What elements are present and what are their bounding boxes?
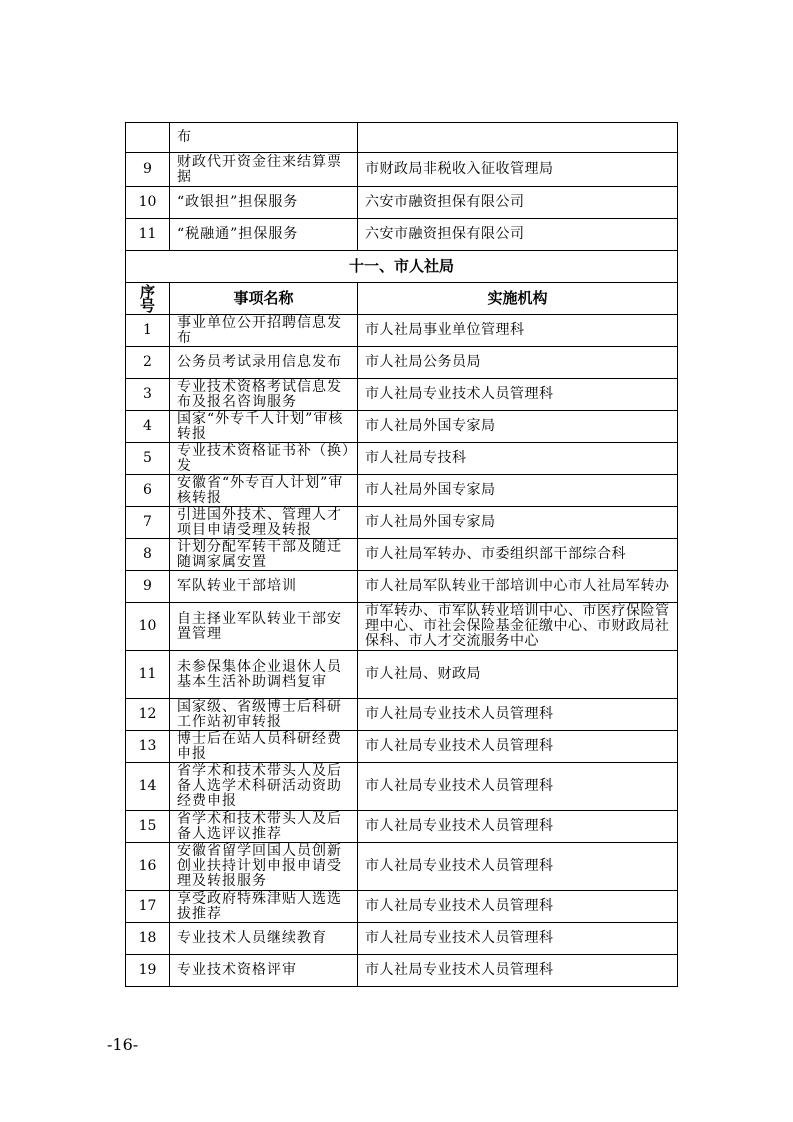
page-number: -16- xyxy=(107,1035,139,1054)
row-number: 12 xyxy=(126,699,170,731)
row-number: 11 xyxy=(126,651,170,699)
row-number: 10 xyxy=(126,187,170,219)
item-name: 国家“外专千人计划”审核转报 xyxy=(170,411,358,443)
item-name: 财政代开资金往来结算票据 xyxy=(170,153,358,187)
implementing-org: 市人社局专业技术人员管理科 xyxy=(358,811,678,843)
row-number: 2 xyxy=(126,347,170,379)
implementing-org: 市财政局非税收入征收管理局 xyxy=(358,153,678,187)
row-number: 14 xyxy=(126,763,170,811)
row-number: 9 xyxy=(126,571,170,603)
item-name: 专业技术人员继续教育 xyxy=(170,923,358,955)
table-row xyxy=(126,153,678,187)
table-row xyxy=(126,891,678,923)
implementing-org: 六安市融资担保有限公司 xyxy=(358,219,678,251)
column-header-org: 实施机构 xyxy=(358,283,678,315)
row-number: 10 xyxy=(126,603,170,651)
table-row xyxy=(126,411,678,443)
row-number: 11 xyxy=(126,219,170,251)
implementing-org: 市人社局外国专家局 xyxy=(358,411,678,443)
implementing-org: 市人社局专业技术人员管理科 xyxy=(358,379,678,411)
row-number: 15 xyxy=(126,811,170,843)
implementing-org xyxy=(358,123,678,153)
row-number: 18 xyxy=(126,923,170,955)
table-row xyxy=(126,219,678,251)
item-name: 引进国外技术、管理人才项目申请受理及转报 xyxy=(170,507,358,539)
table-row xyxy=(126,603,678,651)
item-name: “政银担”担保服务 xyxy=(170,187,358,219)
table-row xyxy=(126,187,678,219)
section-row xyxy=(126,251,678,283)
table-row xyxy=(126,123,678,153)
implementing-org: 市人社局事业单位管理科 xyxy=(358,315,678,347)
row-number: 8 xyxy=(126,539,170,571)
implementing-org: 市人社局专业技术人员管理科 xyxy=(358,699,678,731)
table-row xyxy=(126,731,678,763)
column-header-name: 事项名称 xyxy=(170,283,358,315)
row-number: 1 xyxy=(126,315,170,347)
table-row xyxy=(126,923,678,955)
implementing-org: 市人社局军队转业干部培训中心市人社局军转办 xyxy=(358,571,678,603)
table-row xyxy=(126,811,678,843)
table-row xyxy=(126,443,678,475)
implementing-org: 市人社局公务员局 xyxy=(358,347,678,379)
table-row xyxy=(126,651,678,699)
table-row xyxy=(126,507,678,539)
implementing-org: 市人社局外国专家局 xyxy=(358,507,678,539)
table-row xyxy=(126,699,678,731)
item-name: 事业单位公开招聘信息发布 xyxy=(170,315,358,347)
implementing-org: 六安市融资担保有限公司 xyxy=(358,187,678,219)
row-number: 3 xyxy=(126,379,170,411)
implementing-org: 市人社局、财政局 xyxy=(358,651,678,699)
service-table xyxy=(125,122,678,987)
item-name: 专业技术资格考试信息发布及报名咨询服务 xyxy=(170,379,358,411)
table-row xyxy=(126,843,678,891)
column-header-number: 序号 xyxy=(126,283,170,315)
item-name: 专业技术资格证书补（换）发 xyxy=(170,443,358,475)
header-row xyxy=(126,283,678,315)
table-row xyxy=(126,955,678,987)
item-name: 自主择业军队转业干部安置管理 xyxy=(170,603,358,651)
item-name: 专业技术资格评审 xyxy=(170,955,358,987)
item-name: 公务员考试录用信息发布 xyxy=(170,347,358,379)
row-number: 13 xyxy=(126,731,170,763)
table-row xyxy=(126,315,678,347)
item-name: “税融通”担保服务 xyxy=(170,219,358,251)
implementing-org: 市人社局专业技术人员管理科 xyxy=(358,923,678,955)
row-number xyxy=(126,123,170,153)
implementing-org: 市人社局专技科 xyxy=(358,443,678,475)
item-name: 军队转业干部培训 xyxy=(170,571,358,603)
row-number: 17 xyxy=(126,891,170,923)
table-row xyxy=(126,571,678,603)
table-row xyxy=(126,763,678,811)
implementing-org: 市人社局专业技术人员管理科 xyxy=(358,891,678,923)
implementing-org: 市军转办、市军队转业培训中心、市医疗保险管理中心、市社会保险基金征缴中心、市财政局社保科、市人才交流服务中心 xyxy=(358,603,678,651)
implementing-org: 市人社局专业技术人员管理科 xyxy=(358,731,678,763)
item-name: 国家级、省级博士后科研工作站初审转报 xyxy=(170,699,358,731)
implementing-org: 市人社局专业技术人员管理科 xyxy=(358,843,678,891)
row-number: 9 xyxy=(126,153,170,187)
table-row xyxy=(126,475,678,507)
item-name: 省学术和技术带头人及后备人选学术科研活动资助经费申报 xyxy=(170,763,358,811)
implementing-org: 市人社局专业技术人员管理科 xyxy=(358,955,678,987)
item-name: 省学术和技术带头人及后备人选评议推荐 xyxy=(170,811,358,843)
item-name: 博士后在站人员科研经费申报 xyxy=(170,731,358,763)
item-name: 享受政府特殊津贴人选选拔推荐 xyxy=(170,891,358,923)
implementing-org: 市人社局专业技术人员管理科 xyxy=(358,763,678,811)
item-name: 布 xyxy=(170,123,358,153)
section-title: 十一、市人社局 xyxy=(126,251,678,283)
table-row xyxy=(126,539,678,571)
row-number: 5 xyxy=(126,443,170,475)
implementing-org: 市人社局外国专家局 xyxy=(358,475,678,507)
item-name: 计划分配军转干部及随迁随调家属安置 xyxy=(170,539,358,571)
row-number: 19 xyxy=(126,955,170,987)
table-row xyxy=(126,347,678,379)
row-number: 6 xyxy=(126,475,170,507)
item-name: 安徽省“外专百人计划”审核转报 xyxy=(170,475,358,507)
item-name: 未参保集体企业退休人员基本生活补助调档复审 xyxy=(170,651,358,699)
row-number: 16 xyxy=(126,843,170,891)
row-number: 4 xyxy=(126,411,170,443)
table-row xyxy=(126,379,678,411)
item-name: 安徽省留学回国人员创新创业扶持计划申报申请受理及转报服务 xyxy=(170,843,358,891)
row-number: 7 xyxy=(126,507,170,539)
implementing-org: 市人社局军转办、市委组织部干部综合科 xyxy=(358,539,678,571)
